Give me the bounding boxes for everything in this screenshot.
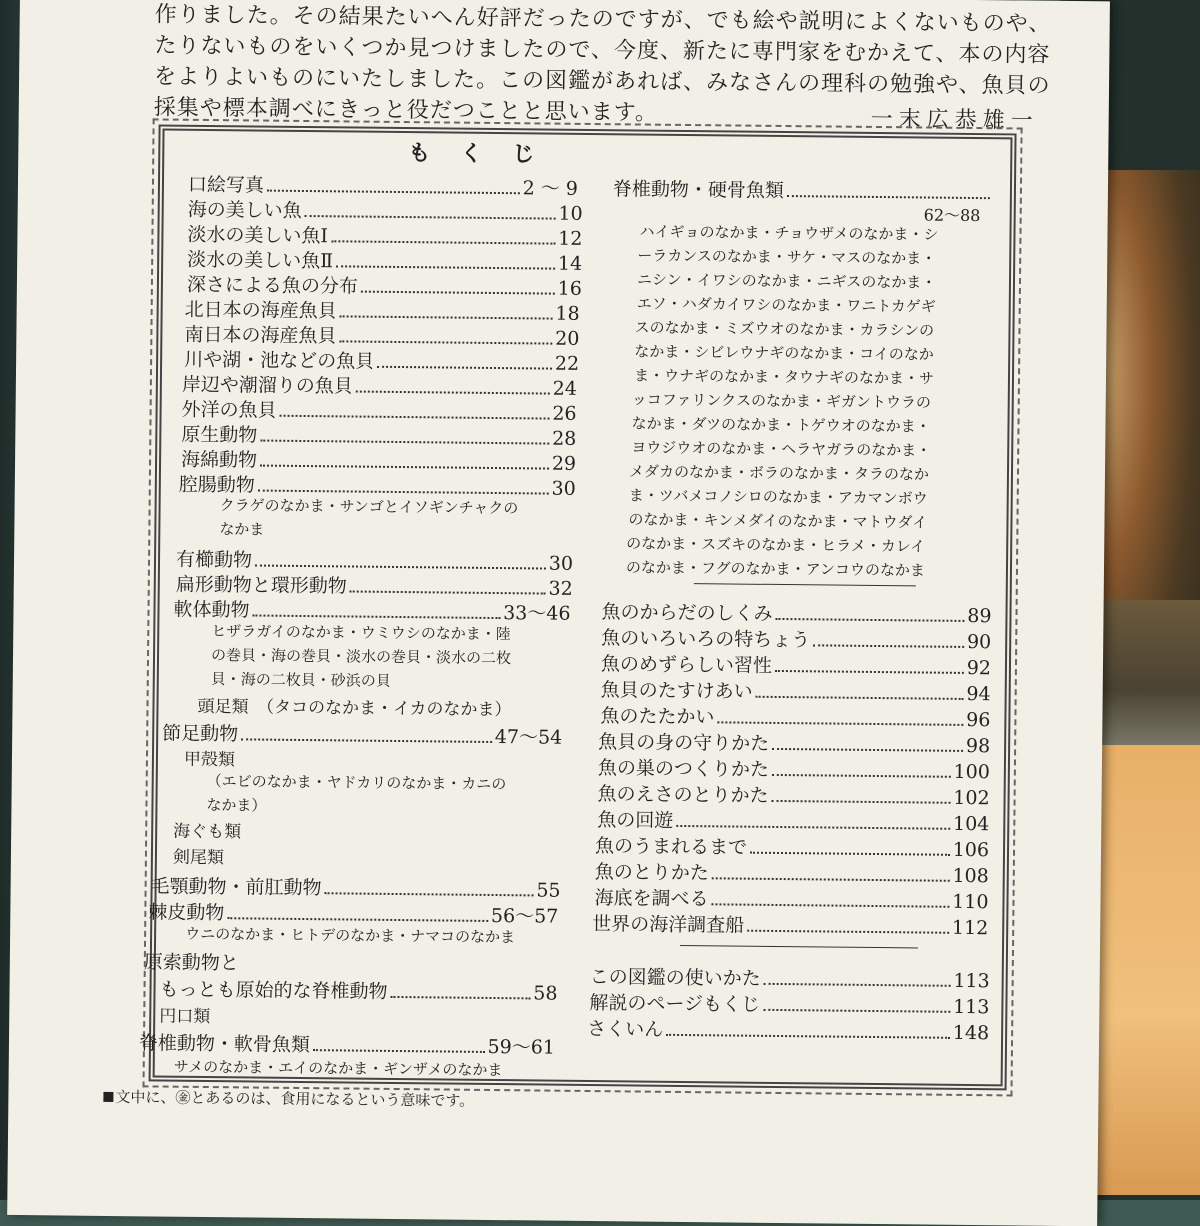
- dot-leader: [763, 1009, 950, 1013]
- toc-entry-label: 魚のうまれるまで: [594, 835, 748, 859]
- toc-entry-label: 魚のめずらしい習性: [600, 653, 773, 677]
- toc-entry-page: 24: [552, 377, 577, 400]
- toc-entry-label: 脊椎動物・硬骨魚類: [612, 178, 785, 203]
- dot-leader: [313, 1049, 485, 1053]
- toc-entry[interactable]: [159, 975, 557, 1006]
- toc-entry-label: 毛顎動物・前肛動物: [150, 875, 322, 900]
- dot-leader: [775, 670, 964, 674]
- toc-entry-label: 川や湖・池などの魚貝: [184, 348, 375, 373]
- toc-entry-page: 29: [551, 452, 577, 475]
- toc-entry-page: 18: [555, 302, 580, 325]
- toc-entry-page: 113: [953, 995, 990, 1019]
- toc-entry-label: 世界の海洋調査船: [592, 913, 745, 937]
- toc-entry-page: 98: [965, 734, 991, 758]
- square-bullet-icon: [103, 1092, 113, 1102]
- toc-entry-label: 淡水の美しい魚Ⅱ: [187, 248, 334, 273]
- toc-entry-label: 海の美しい魚: [187, 198, 302, 222]
- toc-entry-label: もっとも原始的な脊椎動物: [159, 978, 388, 1003]
- footnote-text: 文中に、㊎とあるのは、食用になるという意味です。: [115, 1088, 475, 1110]
- toc-entry-page: 90: [966, 630, 992, 654]
- toc-entry-page: 92: [966, 656, 992, 680]
- toc-entry-page: 59～61: [487, 1035, 556, 1059]
- toc-subnote: サメのなかま・エイのなかま・ギンザメのなかま: [173, 1057, 503, 1080]
- toc-entry-page: 58: [533, 982, 558, 1005]
- dot-leader: [336, 265, 555, 269]
- preface-line: をよりよいものにいたしました。この図鑑があれば、みなさんの理科の勉強や、魚貝の: [153, 64, 1051, 99]
- dot-leader: [775, 618, 964, 622]
- toc-entry-label: 深さによる魚の分布: [186, 273, 359, 298]
- toc-subnote: のなかま・スズキのなかま・ヒラメ・カレイ: [626, 534, 926, 556]
- toc-entry-label: 脊椎動物・軟骨魚類: [138, 1032, 311, 1057]
- dot-leader: [711, 903, 949, 907]
- toc-entry-label: 南日本の海産魚貝: [184, 323, 337, 348]
- dot-leader: [712, 877, 950, 881]
- toc-subnote: メダカのなかま・ボラのなかま・タラのなか: [628, 462, 930, 484]
- dot-leader: [390, 996, 530, 999]
- toc-subnote: ウニのなかま・ヒトデのなかま・ナマコのなかま: [185, 924, 516, 947]
- dot-leader: [325, 892, 534, 896]
- toc-entry-page: 104: [952, 812, 990, 836]
- author-signature: 一末広恭雄一: [870, 106, 1039, 134]
- toc-subnote: （エビのなかま・ヤドカリのなかま・カニの: [206, 771, 507, 794]
- preface-line: たりないものをいくつか見つけましたので、今度、新たに専門家をむかえて、本の内容: [154, 33, 1051, 68]
- toc-entry-label: 原生動物: [181, 423, 258, 447]
- toc-entry-label: 北日本の海産魚貝: [184, 298, 337, 323]
- dot-leader: [772, 748, 963, 752]
- toc-entry-label: この図鑑の使いかた: [589, 966, 761, 990]
- toc-entry-label: 扁形動物と環形動物: [175, 573, 347, 598]
- dot-leader: [747, 930, 949, 934]
- toc-entry-label: 魚のたたかい: [600, 705, 715, 729]
- toc-entry-label: 節足動物: [162, 722, 239, 746]
- toc-entry-page: 26: [552, 402, 577, 425]
- dot-leader: [676, 825, 950, 830]
- toc-subnote: ヒザラガイのなかま・ウミウシのなかま・陸: [211, 622, 511, 644]
- toc-subnote: なかま）: [206, 795, 267, 815]
- dot-leader: [350, 590, 546, 594]
- toc-entry-page: 10: [558, 202, 583, 225]
- toc-entry-page: 30: [551, 477, 576, 500]
- dot-leader: [255, 564, 546, 569]
- toc-entry-label: 魚の回遊: [597, 809, 674, 832]
- toc-entry-page: 110: [952, 890, 989, 914]
- toc-entry[interactable]: [613, 174, 993, 205]
- dot-leader: [813, 644, 964, 648]
- toc-entry-page: 94: [966, 682, 991, 706]
- toc-subnote: スのなかま・ミズウオのなかま・カラシンの: [634, 318, 935, 340]
- toc-subheading-protochordata: 原索動物と: [143, 951, 239, 975]
- preface-line: 作りました。その結果たいへん好評だったのですが、でも絵や説明によくないものや、: [154, 2, 1052, 37]
- dot-leader: [356, 391, 550, 395]
- toc-entry-page: 28: [552, 427, 577, 450]
- dot-leader: [241, 738, 492, 743]
- toc-subnote: の巻貝・海の巻貝・淡水の巻貝・淡水の二枚: [210, 646, 512, 668]
- toc-entry-page: 30: [548, 552, 574, 575]
- toc-entry-label: 淡水の美しい魚Ⅰ: [187, 223, 329, 248]
- toc-entry-page: 22: [554, 352, 580, 375]
- dot-leader: [377, 366, 552, 370]
- toc-entry-label: 岸辺や潮溜りの魚貝: [181, 373, 353, 398]
- dot-leader: [717, 721, 963, 726]
- toc-entry-label: さくいん: [587, 1017, 664, 1041]
- toc-subheading-cyclostomata: 円口類: [159, 1006, 211, 1028]
- toc-subheading-cephalopoda: 頭足類 （タコのなかま・イカのなかま）: [197, 696, 512, 721]
- toc-entry-label: 有櫛動物: [175, 548, 253, 572]
- dot-leader: [260, 465, 549, 470]
- toc-entry-label: 魚の巣のつくりかた: [597, 757, 770, 781]
- toc-entry-label: 解説のページもくじ: [589, 992, 761, 1016]
- toc-subnote: ま・ウナギのなかま・タウナギのなかま・サ: [633, 366, 935, 388]
- toc-entry-page: 148: [952, 1021, 990, 1045]
- toc-entry-page: 106: [952, 838, 990, 862]
- toc-entry-page: 56～57: [490, 904, 559, 928]
- dot-leader: [772, 774, 951, 778]
- dot-leader: [260, 440, 549, 445]
- footnote: [103, 1086, 474, 1111]
- toc-entry-page: 47～54: [494, 726, 563, 749]
- toc-entry-label: 棘皮動物: [148, 901, 225, 925]
- dot-leader: [267, 190, 520, 195]
- toc-subheading-xiphosura: 剣尾類: [172, 847, 225, 869]
- toc-entry-page: 113: [953, 969, 990, 993]
- toc-entry-page: 62～88: [923, 205, 981, 226]
- dot-leader: [280, 415, 550, 420]
- toc-subnote: ーラカンスのなかま・サケ・マスのなかま・: [637, 246, 937, 268]
- toc-subnote: ハイギョのなかま・チョウザメのなかま・シ: [639, 222, 939, 244]
- toc-subnote: クラゲのなかま・サンゴとイソギンチャクの: [219, 496, 519, 518]
- toc-entry-page: 96: [966, 708, 991, 732]
- toc-subnote: ニシン・イワシのなかま・ニギスのなかま・: [636, 270, 937, 292]
- toc-entry-page: 32: [548, 577, 573, 600]
- dot-leader: [764, 983, 951, 987]
- book-page: [7, 0, 1110, 1226]
- dot-leader: [666, 1034, 950, 1039]
- toc-entry-page: 100: [953, 760, 990, 784]
- toc-entry-label: 魚貝の身の守りかた: [598, 731, 770, 755]
- toc-entry-page: 12: [558, 227, 583, 250]
- toc-subheading-pycnogonida: 海ぐも類: [173, 821, 242, 843]
- toc-entry-page: 55: [536, 879, 561, 902]
- toc-entry-page: 2 ～ 9: [522, 177, 579, 200]
- toc-entry-page: 33～46: [503, 602, 571, 625]
- toc-entry-label: 魚のえさのとりかた: [597, 783, 769, 807]
- dot-leader: [750, 852, 950, 856]
- toc-entry-label: 腔腸動物: [178, 473, 255, 497]
- toc-entry-label: 魚貝のたすけあい: [600, 679, 753, 703]
- toc-entry-label: 軟体動物: [173, 598, 250, 622]
- toc-entry-page: 89: [967, 604, 992, 628]
- toc-subheading-crustacea: 甲殻類: [183, 749, 236, 771]
- preface-line: 採集や標本調べにきっと役だつことと思います。: [153, 95, 659, 126]
- toc-subnote: 貝・海の二枚貝・砂浜の貝: [210, 670, 391, 690]
- toc-entry-page: 14: [557, 252, 583, 275]
- toc-subnote: なかま・シビレウナギのなかま・コイのなか: [634, 342, 934, 364]
- dot-leader: [756, 696, 964, 700]
- dot-leader: [772, 800, 951, 804]
- toc-subnote: ッコファリンクスのなかま・ギガントウラの: [631, 390, 932, 412]
- toc-entry-page: 20: [555, 327, 580, 350]
- toc-subnote: ヨウジウオのなかま・ヘラヤガラのなかま・: [631, 438, 932, 460]
- dot-leader: [331, 240, 555, 244]
- toc-subnote: なかま・ダツのなかま・トゲウオのなかま・: [631, 414, 931, 436]
- dot-leader: [339, 340, 552, 344]
- dot-leader: [305, 215, 556, 220]
- toc-entry-page: 102: [953, 786, 990, 810]
- toc-title: もくじ: [408, 140, 565, 168]
- toc-subnote: エソ・ハダカイワシのなかま・ワニトカゲギ: [636, 294, 936, 316]
- toc-entry-label: 魚のとりかた: [594, 861, 709, 885]
- toc-entry[interactable]: [587, 1014, 989, 1045]
- toc-entry-page: 16: [557, 277, 583, 300]
- toc-subnote: のなかま・キンメダイのなかま・マトウダイ: [628, 510, 928, 532]
- toc-subnote: なかま: [219, 520, 265, 539]
- dot-leader: [787, 195, 990, 199]
- toc-entry-label: 海底を調べる: [594, 887, 709, 911]
- toc-entry-label: 海綿動物: [180, 448, 258, 472]
- toc-entry-label: 外洋の魚貝: [181, 398, 277, 422]
- dot-leader: [340, 315, 553, 319]
- toc-entry-label: 口絵写真: [187, 173, 265, 197]
- toc-entry-page: 108: [952, 864, 989, 888]
- toc-subnote: のなかま・フグのなかま・アンコウのなかま: [625, 558, 926, 580]
- toc-entry-label: 魚のからだのしくみ: [601, 601, 773, 625]
- dot-leader: [361, 291, 555, 295]
- toc-subnote: ま・ツバメコノシロのなかま・アカマンボウ: [628, 486, 928, 508]
- toc-entry-label: 魚のいろいろの特ちょう: [601, 627, 811, 652]
- toc-entry[interactable]: [592, 909, 988, 940]
- toc-entry-page: 112: [951, 916, 989, 940]
